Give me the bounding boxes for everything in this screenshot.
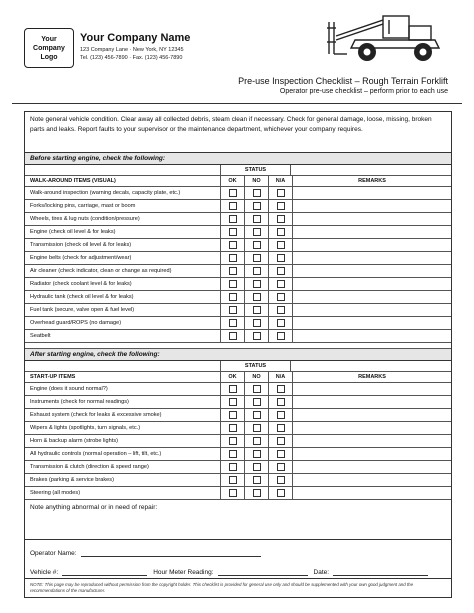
checklist-row (25, 291, 451, 304)
status-na-checkbox[interactable] (277, 450, 285, 458)
remarks-field[interactable] (293, 278, 451, 290)
checklist-row (25, 252, 451, 265)
status-no-checkbox[interactable] (253, 189, 261, 197)
remarks-field[interactable] (293, 265, 451, 277)
checklist-item-label: Radiator (check coolant level & for leaks) (25, 278, 221, 290)
status-na-checkbox[interactable] (277, 202, 285, 210)
status-no-checkbox[interactable] (253, 411, 261, 419)
checklist-form (24, 111, 452, 598)
section-after-engine-title: After starting engine, check the following: (25, 349, 451, 361)
hour-meter-label: Hour Meter Reading: (153, 569, 214, 576)
checklist-item-label: Wipers & lights (spotlights, turn signals, etc.) (25, 422, 221, 434)
col-na-header: N/A (269, 176, 293, 186)
checklist-row (25, 187, 451, 200)
checklist-item-label: Walk-around inspection (warning decals, capacity plate, etc.) (25, 187, 221, 199)
status-no-checkbox[interactable] (253, 267, 261, 275)
company-name: Your Company Name (80, 32, 191, 44)
status-ok-checkbox[interactable] (229, 424, 237, 432)
abnormal-notes-field[interactable]: Note anything abnormal or in need of repair: (25, 500, 451, 540)
status-na-checkbox[interactable] (277, 463, 285, 471)
col-item-header: START-UP ITEMS (25, 372, 221, 382)
checklist-row (25, 200, 451, 213)
checklist-row (25, 278, 451, 291)
status-no-checkbox[interactable] (253, 280, 261, 288)
remarks-field[interactable] (293, 226, 451, 238)
checklist-row (25, 304, 451, 317)
status-na-checkbox[interactable] (277, 215, 285, 223)
col-item-header: WALK-AROUND ITEMS (VISUAL) (25, 176, 221, 186)
status-no-checkbox[interactable] (253, 254, 261, 262)
status-ok-checkbox[interactable] (229, 437, 237, 445)
remarks-field[interactable] (293, 252, 451, 264)
remarks-field[interactable] (293, 213, 451, 225)
status-na-checkbox[interactable] (277, 385, 285, 393)
checklist-item-label: Forks/locking pins, carriage, mast or boom (25, 200, 221, 212)
checklist-item-label: Horn & backup alarm (strobe lights) (25, 435, 221, 447)
status-no-checkbox[interactable] (253, 241, 261, 249)
status-na-checkbox[interactable] (277, 319, 285, 327)
status-na-checkbox[interactable] (277, 411, 285, 419)
checklist-item-label: Air cleaner (check indicator, clean or change as required) (25, 265, 221, 277)
remarks-field[interactable] (293, 396, 451, 408)
status-ok-checkbox[interactable] (229, 202, 237, 210)
remarks-field[interactable] (293, 461, 451, 473)
remarks-field[interactable] (293, 409, 451, 421)
col-remarks-header: REMARKS (358, 374, 386, 380)
remarks-field[interactable] (293, 487, 451, 499)
walkaround-items-list (25, 187, 451, 343)
checklist-item-label: Engine (does it sound normal?) (25, 383, 221, 395)
checklist-item-label: Engine (check oil level & for leaks) (25, 226, 221, 238)
status-na-checkbox[interactable] (277, 254, 285, 262)
page-subtitle: Operator pre-use checklist – perform prior to each use (279, 88, 448, 95)
divider (12, 103, 462, 104)
date-label: Date: (313, 569, 330, 576)
status-na-checkbox[interactable] (277, 306, 285, 314)
operator-name-input[interactable] (81, 549, 261, 557)
checklist-row (25, 383, 451, 396)
status-ok-checkbox[interactable] (229, 189, 237, 197)
column-header-row (25, 176, 451, 187)
status-ok-checkbox[interactable] (229, 450, 237, 458)
status-na-checkbox[interactable] (277, 437, 285, 445)
status-na-checkbox[interactable] (277, 398, 285, 406)
page-title: Pre-use Inspection Checklist – Rough Terrain Forklift (238, 76, 448, 86)
status-no-checkbox[interactable] (253, 228, 261, 236)
checklist-item-label: Engine belts (check for adjustment/wear) (25, 252, 221, 264)
vehicle-label: Vehicle #: (30, 569, 59, 576)
remarks-field[interactable] (293, 304, 451, 316)
remarks-field[interactable] (293, 187, 451, 199)
col-ok-header: OK (221, 372, 245, 382)
status-no-checkbox[interactable] (253, 385, 261, 393)
status-no-checkbox[interactable] (253, 450, 261, 458)
status-no-checkbox[interactable] (253, 202, 261, 210)
status-ok-checkbox[interactable] (229, 411, 237, 419)
status-no-checkbox[interactable] (253, 215, 261, 223)
status-ok-checkbox[interactable] (229, 398, 237, 406)
disclaimer-text: NOTE: This page may be reproduced without permission from the copyright holder. This checklist is provided for general use only and should be supplemented with your own good judgment and the recommendations of the manufacturer. (25, 578, 451, 597)
remarks-field[interactable] (293, 474, 451, 486)
status-na-checkbox[interactable] (277, 489, 285, 497)
operator-row (25, 540, 451, 559)
checklist-item-label: Hydraulic tank (check oil level & for leaks) (25, 291, 221, 303)
checklist-row (25, 265, 451, 278)
checklist-item-label: Transmission (check oil level & for leaks) (25, 239, 221, 251)
vehicle-row (25, 559, 451, 578)
status-ok-checkbox[interactable] (229, 332, 237, 340)
status-header-row (25, 361, 451, 372)
status-na-checkbox[interactable] (277, 228, 285, 236)
checklist-row (25, 474, 451, 487)
status-label: STATUS (221, 361, 291, 371)
status-no-checkbox[interactable] (253, 332, 261, 340)
status-ok-checkbox[interactable] (229, 267, 237, 275)
remarks-field[interactable] (293, 330, 451, 342)
remarks-field[interactable] (293, 317, 451, 329)
status-ok-checkbox[interactable] (229, 215, 237, 223)
col-no-header: NO (245, 372, 269, 382)
status-ok-checkbox[interactable] (229, 463, 237, 471)
checklist-item-label: Exhaust system (check for leaks & excessive smoke) (25, 409, 221, 421)
column-header-row (25, 372, 451, 383)
status-no-checkbox[interactable] (253, 398, 261, 406)
status-ok-checkbox[interactable] (229, 306, 237, 314)
checklist-item-label: Steering (all modes) (25, 487, 221, 499)
remarks-field[interactable] (293, 383, 451, 395)
checklist-item-label: Transmission & clutch (direction & speed range) (25, 461, 221, 473)
checklist-item-label: All hydraulic controls (normal operation – lift, tilt, etc.) (25, 448, 221, 460)
status-na-checkbox[interactable] (277, 280, 285, 288)
status-no-checkbox[interactable] (253, 424, 261, 432)
status-na-checkbox[interactable] (277, 189, 285, 197)
checklist-item-label: Overhead guard/ROPS (no damage) (25, 317, 221, 329)
startup-items-list (25, 383, 451, 500)
checklist-row (25, 422, 451, 435)
status-header-row (25, 165, 451, 176)
status-na-checkbox[interactable] (277, 293, 285, 301)
vehicle-number-input[interactable] (62, 568, 147, 576)
status-na-checkbox[interactable] (277, 476, 285, 484)
checklist-row (25, 396, 451, 409)
checklist-row (25, 213, 451, 226)
checklist-item-label: Instruments (check for normal readings) (25, 396, 221, 408)
status-ok-checkbox[interactable] (229, 241, 237, 249)
status-na-checkbox[interactable] (277, 267, 285, 275)
checklist-row (25, 330, 451, 343)
status-na-checkbox[interactable] (277, 332, 285, 340)
date-input[interactable] (333, 568, 428, 576)
checklist-row (25, 435, 451, 448)
checklist-row (25, 317, 451, 330)
instructions-note: Note general vehicle condition. Clear away all collected debris, steam clean if necessary. Check for general damage, loose, missing, broken parts and leaks. Report faults to your supervisor or the maintenance department, whichever your company requires. (25, 112, 451, 153)
checklist-item-label: Wheels, tires & lug nuts (condition/pressure) (25, 213, 221, 225)
checklist-item-label: Brakes (parking & service brakes) (25, 474, 221, 486)
status-ok-checkbox[interactable] (229, 254, 237, 262)
checklist-row (25, 409, 451, 422)
status-no-checkbox[interactable] (253, 489, 261, 497)
status-ok-checkbox[interactable] (229, 476, 237, 484)
checklist-row (25, 461, 451, 474)
status-ok-checkbox[interactable] (229, 385, 237, 393)
status-no-checkbox[interactable] (253, 476, 261, 484)
col-no-header: NO (245, 176, 269, 186)
status-na-checkbox[interactable] (277, 241, 285, 249)
remarks-field[interactable] (293, 291, 451, 303)
remarks-field[interactable] (293, 200, 451, 212)
col-ok-header: OK (221, 176, 245, 186)
company-address: 123 Company Lane · New York, NY 12345 Tel. (123) 456-7890 · Fax. (123) 456-7890 (80, 47, 184, 61)
checklist-row (25, 448, 451, 461)
col-remarks-header: REMARKS (358, 178, 386, 184)
col-na-header: N/A (269, 372, 293, 382)
status-no-checkbox[interactable] (253, 306, 261, 314)
checklist-item-label: Seatbelt (25, 330, 221, 342)
checklist-row (25, 239, 451, 252)
checklist-row (25, 487, 451, 500)
forklift-illustration (325, 14, 453, 62)
status-no-checkbox[interactable] (253, 293, 261, 301)
status-ok-checkbox[interactable] (229, 280, 237, 288)
status-ok-checkbox[interactable] (229, 228, 237, 236)
remarks-field[interactable] (293, 448, 451, 460)
remarks-field[interactable] (293, 239, 451, 251)
status-na-checkbox[interactable] (277, 424, 285, 432)
status-no-checkbox[interactable] (253, 463, 261, 471)
checklist-item-label: Fuel tank (secure, valve open & fuel level) (25, 304, 221, 316)
checklist-row (25, 226, 451, 239)
status-no-checkbox[interactable] (253, 437, 261, 445)
section-before-engine-title: Before starting engine, check the following: (25, 153, 451, 165)
status-ok-checkbox[interactable] (229, 293, 237, 301)
remarks-field[interactable] (293, 435, 451, 447)
status-label: STATUS (221, 165, 291, 175)
status-no-checkbox[interactable] (253, 319, 261, 327)
operator-label: Operator Name: (30, 550, 77, 557)
company-logo: Your Company Logo (24, 28, 74, 68)
hour-meter-input[interactable] (218, 568, 308, 576)
status-ok-checkbox[interactable] (229, 489, 237, 497)
status-ok-checkbox[interactable] (229, 319, 237, 327)
remarks-field[interactable] (293, 422, 451, 434)
